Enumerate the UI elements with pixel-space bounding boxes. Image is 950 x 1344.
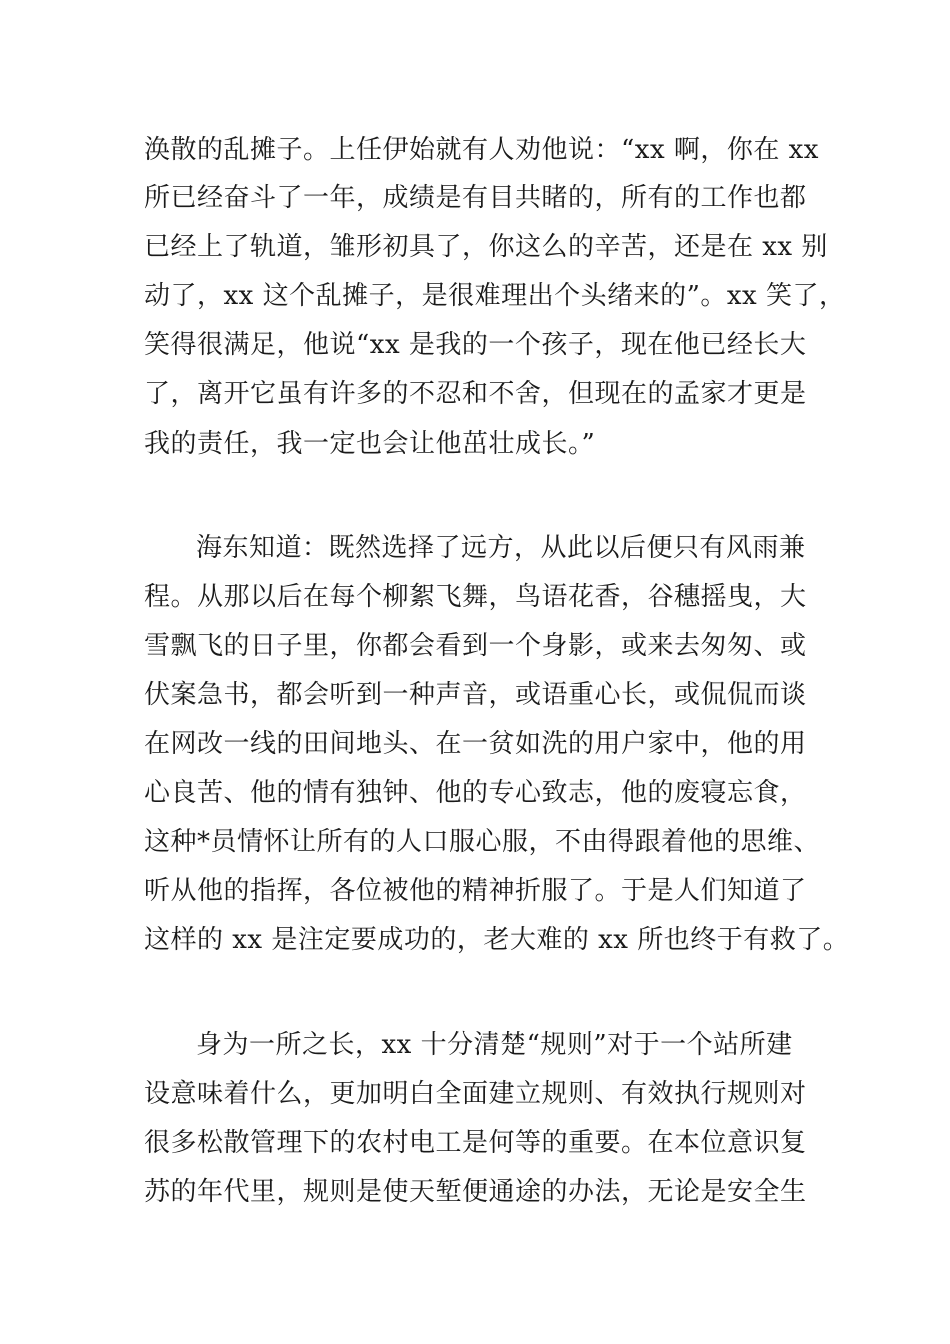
paragraph-1-line-1: 涣散的乱摊子。上任伊始就有人劝他说：“xx 啊，你在 xx	[144, 135, 819, 165]
paragraph-1-line-6: 了，离开它虽有许多的不忍和不舍，但现在的孟家才更是	[144, 379, 807, 409]
paragraph-1-line-7: 我的责任，我一定也会让他茁壮成长。”	[144, 429, 596, 459]
paragraph-2-line-1: 海东知道：既然选择了远方，从此以后便只有风雨兼	[196, 533, 806, 563]
paragraph-1-line-5: 笑得很满足，他说“xx 是我的一个孩子，现在他已经长大	[144, 330, 807, 360]
paragraph-2-line-9: 这样的 xx 是注定要成功的，老大难的 xx 所也终于有救了。	[144, 925, 850, 955]
paragraph-3-line-2: 设意味着什么，更加明白全面建立规则、有效执行规则对	[144, 1079, 807, 1109]
paragraph-1-line-3: 已经上了轨道，雏形初具了，你这么的辛苦，还是在 xx 别	[144, 232, 828, 262]
paragraph-1-line-2: 所已经奋斗了一年，成绩是有目共睹的，所有的工作也都	[144, 183, 807, 213]
paragraph-2-line-4: 伏案急书，都会听到一种声音，或语重心长，或侃侃而谈	[144, 680, 807, 710]
paragraph-1-line-4: 动了，xx 这个乱摊子，是很难理出个头绪来的”。xx 笑了，	[144, 281, 846, 311]
paragraph-2-line-5: 在网改一线的田间地头、在一贫如洗的用户家中，他的用	[144, 729, 807, 759]
paragraph-2-line-6: 心良苦、他的情有独钟、他的专心致志，他的废寝忘食，	[144, 778, 807, 808]
paragraph-3-line-3: 很多松散管理下的农村电工是何等的重要。在本位意识复	[144, 1128, 807, 1158]
paragraph-3-line-4: 苏的年代里，规则是使天堑便通途的办法，无论是安全生	[144, 1177, 807, 1207]
paragraph-2-line-8: 听从他的指挥，各位被他的精神折服了。于是人们知道了	[144, 876, 807, 906]
paragraph-3-line-1: 身为一所之长，xx 十分清楚“规则”对于一个站所建	[196, 1030, 793, 1060]
paragraph-2-line-2: 程。从那以后在每个柳絮飞舞，鸟语花香，谷穗摇曳，大	[144, 582, 807, 612]
paragraph-2-line-3: 雪飘飞的日子里，你都会看到一个身影，或来去匆匆、或	[144, 631, 807, 661]
paragraph-2-line-7: 这种*员情怀让所有的人口服心服，不由得跟着他的思维、	[144, 827, 821, 857]
